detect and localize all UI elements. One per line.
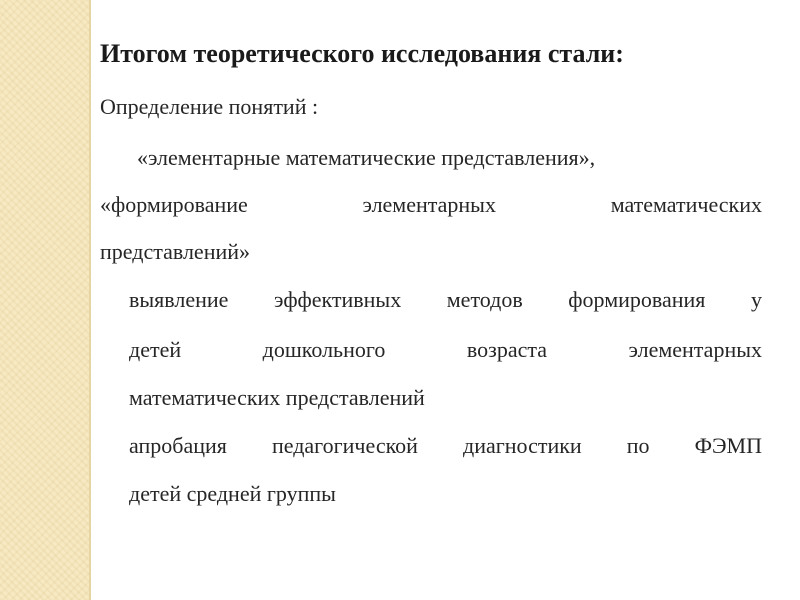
slide-title: Итогом теоретического исследования стали: xyxy=(100,39,624,68)
item-3-line-2: детей средней группы xyxy=(129,481,336,506)
bullet-1-icon xyxy=(100,151,114,165)
item-1-line-2: «формирование элементарных математических xyxy=(100,192,762,217)
bullet-2-icon xyxy=(100,292,114,306)
item-2-line-1: выявление эффективных методов формирования у xyxy=(129,287,762,312)
item-2-line-2: детей дошкольного возраста элементарных xyxy=(129,337,762,362)
item-1-line-3: представлений» xyxy=(100,239,251,264)
decorative-side-band xyxy=(0,0,89,600)
item-2-line-3: математических представлений xyxy=(129,385,425,410)
bullet-3-icon xyxy=(100,438,114,452)
side-band-divider xyxy=(89,0,91,600)
item-1-line-1: «элементарные математические представления», xyxy=(137,145,596,170)
intro-text: Определение понятий : xyxy=(100,94,319,119)
item-3-line-1: апробация педагогической диагностики по ФЭМП xyxy=(129,433,762,458)
